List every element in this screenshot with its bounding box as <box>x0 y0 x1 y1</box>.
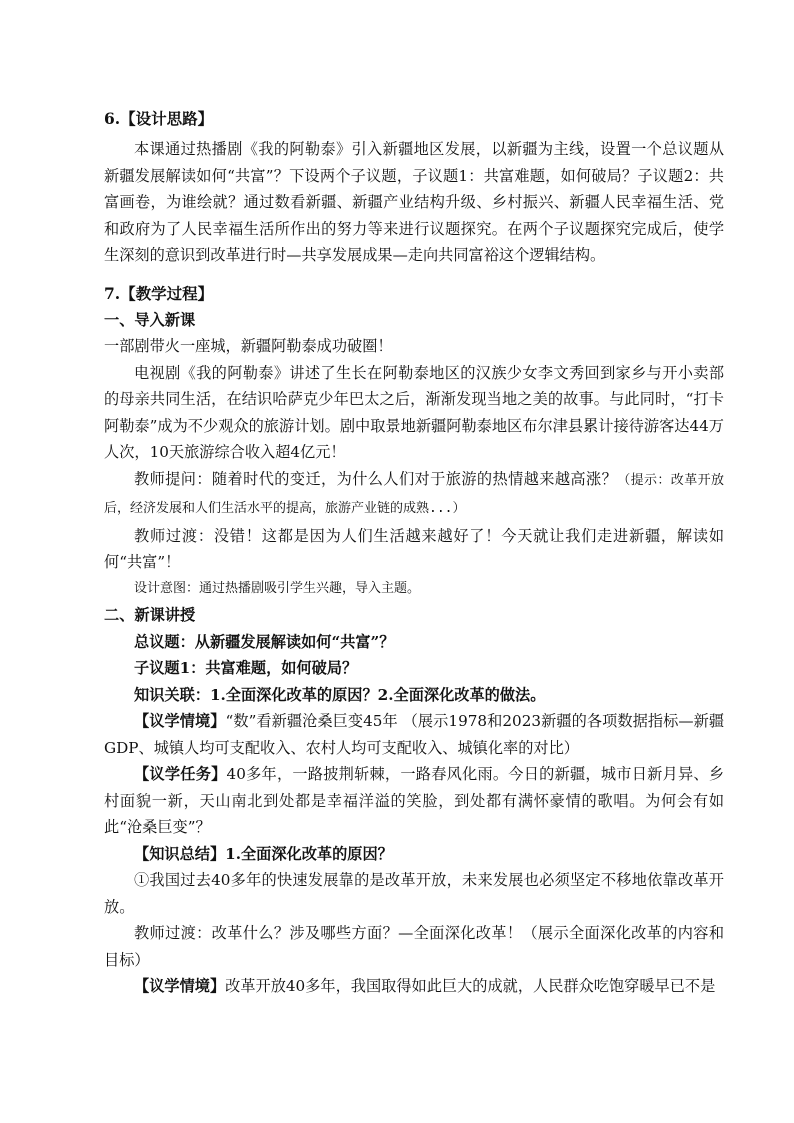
situation-2-label: 【议学情境】 <box>134 977 226 995</box>
teacher-question-text: 教师提问：随着时代的变迁，为什么人们对于旅游的热情越来越高涨？ <box>134 469 618 488</box>
part1-heading: 一、导入新课 <box>104 310 196 329</box>
design-idea-paragraph: 本课通过热播剧《我的阿勒泰》引入新疆地区发展，以新疆为主线，设置一个总议题从新疆发展解读如何“共富”？下设两个子议题，子议题1：共富难题，如何破局？子议题2：共富画卷，为谁绘就？通过数看新疆、新疆产业结构升级、乡村振兴、新疆人民幸福生活、党和政府为了人民幸福生活所作出的努力等来进行议题探究。在两个子议题探究完成后，使学生深刻的意识到改革进行时—共享发展成果—走向共同富裕这个逻辑结构。 <box>104 140 724 264</box>
situation-1-text: “数”看新疆沧桑巨变45年 （展示1978和2023新疆的各项数据指标—新疆GDP、城镇人均可支配收入、农村人均可支配收入、城镇化率的对比） <box>104 712 725 757</box>
main-topic: 总议题：从新疆发展解读如何“共富”？ <box>134 632 395 651</box>
teacher-question-hint: （提示：改革开放后，经济发展和人们生活水平的提高，旅游产业链的成熟...） <box>104 472 724 516</box>
task-1 <box>104 761 724 841</box>
teacher-transition-1: 教师过渡：没错！这都是因为人们生活越来越好了！今天就让我们走进新疆，解读如何“共富”！ <box>104 526 724 571</box>
section-6-heading: 6.【设计思路】 <box>104 109 214 128</box>
part2-heading: 二、新课讲授 <box>104 606 196 624</box>
summary-1-point: ①我国过去40多年的快速发展靠的是改革开放，未来发展也必须坚定不移地依靠改革开放。 <box>104 871 724 916</box>
summary-1 <box>104 841 724 868</box>
situation-2 <box>104 973 724 1000</box>
situation-1 <box>104 708 724 761</box>
summary-1-label: 【知识总结】 <box>134 844 226 863</box>
sub-topic-1: 子议题1：共富难题，如何破局？ <box>134 659 358 677</box>
intro-paragraph: 电视剧《我的阿勒泰》讲述了生长在阿勒泰地区的汉族少女李文秀回到家乡与开小卖部的母亲共同生活，在结识哈萨克少年巴太之后，渐渐发现当地之美的故事。与此同时，“打卡阿勒泰”成为不少观众的旅游计划。剧中取景地新疆阿勒泰地区布尔津县累计接待游客达44万人次，10天旅游综合收入超4亿元！ <box>104 363 724 461</box>
teacher-transition-2: 教师过渡：改革什么？涉及哪些方面？—全面深化改革！（展示全面深化改革的内容和目标） <box>104 924 724 969</box>
design-intent: 设计意图：通过热播剧吸引学生兴趣，导入主题。 <box>134 580 421 596</box>
knowledge-link: 知识关联：1.全面深化改革的原因？2.全面深化改革的做法。 <box>134 685 546 704</box>
task-1-label: 【议学任务】 <box>134 765 227 783</box>
intro-line: 一部剧带火一座城，新疆阿勒泰成功破圈！ <box>104 337 393 355</box>
situation-2-text: 改革开放40多年，我国取得如此巨大的成就，人民群众吃饱穿暖早已不是 <box>225 977 716 995</box>
document-page <box>104 106 724 1000</box>
summary-1-title: 1.全面深化改革的原因？ <box>225 844 393 863</box>
situation-1-label: 【议学情境】 <box>134 712 226 730</box>
section-7-heading: 7.【教学过程】 <box>104 283 214 303</box>
teacher-question <box>104 466 724 523</box>
task-1-text: 40多年，一路披荆斩棘，一路春风化雨。今日的新疆，城市日新月异、乡村面貌一新，天山南北到处都是幸福洋溢的笑脸，到处都有满怀豪情的歌唱。为何会有如此“沧桑巨变”？ <box>104 765 725 836</box>
